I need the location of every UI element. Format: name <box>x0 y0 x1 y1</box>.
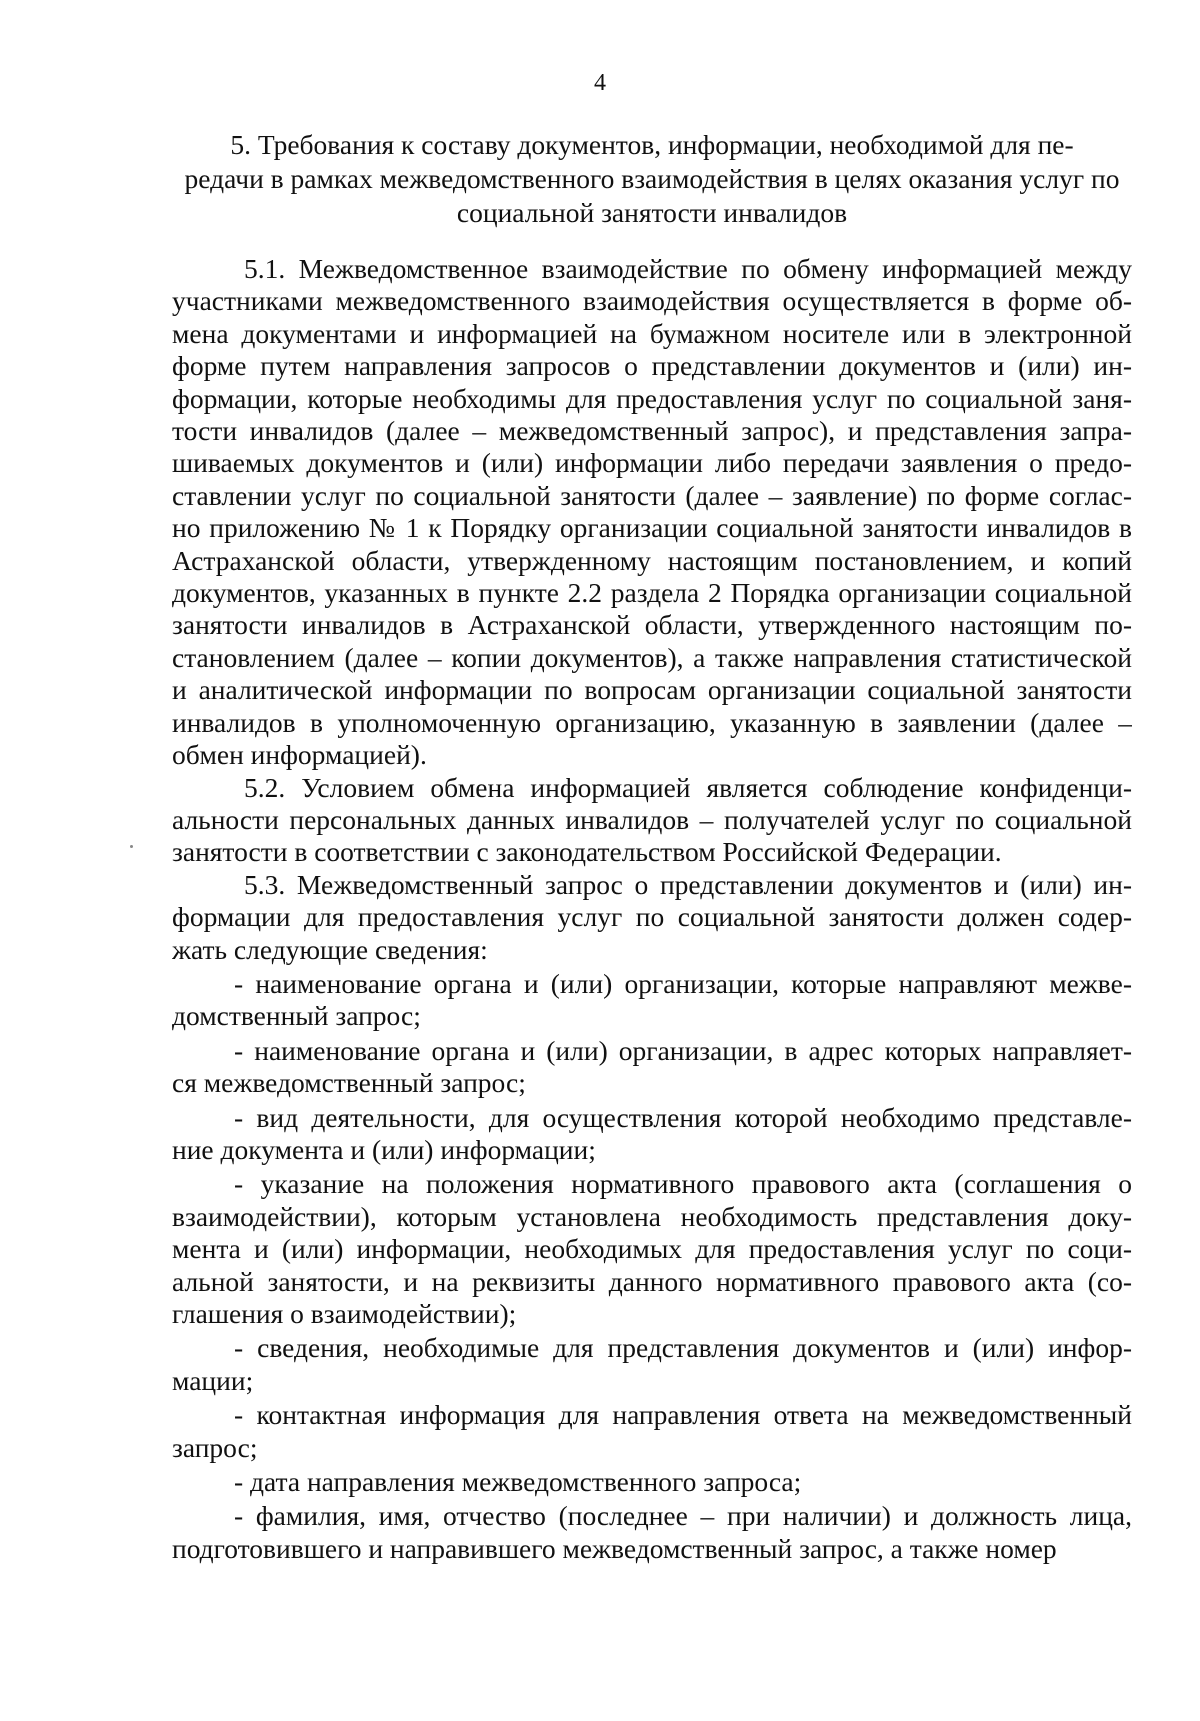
paragraph-line: документов, указанных в пункте 2.2 раздела 2 Порядка организации социальной <box>172 577 1132 609</box>
paragraph <box>172 869 1132 966</box>
paragraph-line: инвалидов в уполномоченную организацию, указанную в заявлении (далее – <box>172 706 1132 738</box>
paragraph-line: ставлении услуг по социальной занятости (далее – заявление) по форме соглас- <box>172 479 1132 511</box>
list-item <box>172 1399 1132 1464</box>
paragraph-line: шиваемых документов и (или) информации либо передачи заявления о предо- <box>172 447 1132 479</box>
paragraph-line: занятости в соответствии с законодательством Российской Федерации. <box>172 836 1002 868</box>
section-title-line: редачи в рамках межведомственного взаимодействия в целях оказания услуг по <box>184 163 1120 194</box>
page-number: 4 <box>594 70 606 96</box>
paragraph-line: форме путем направления запросов о представлении документов и (или) ин- <box>172 350 1132 382</box>
scan-artifact <box>130 845 133 848</box>
list-item-line: - вид деятельности, для осуществления которой необходимо представле- <box>234 1101 1132 1133</box>
paragraph-line: и аналитической информации по вопросам организации социальной занятости <box>172 674 1132 706</box>
paragraph-line: 5.3. Межведомственный запрос о представлении документов и (или) ин- <box>244 868 1132 900</box>
paragraph-line: обмен информацией). <box>172 739 427 771</box>
paragraph-line: формации для предоставления услуг по социальной занятости должен содер- <box>172 901 1132 933</box>
list-item-line: мации; <box>172 1364 254 1396</box>
list-item-line: - указание на положения нормативного правового акта (соглашения о <box>234 1168 1132 1200</box>
list-item <box>172 1332 1132 1397</box>
list-item-line: запрос; <box>172 1431 258 1463</box>
section-title <box>172 128 1132 230</box>
paragraph <box>172 253 1132 772</box>
paragraph <box>172 772 1132 869</box>
paragraph-line: 5.1. Межведомственное взаимодействие по обмену информацией между <box>244 253 1132 284</box>
paragraph-line: участниками межведомственного взаимодействия осуществляется в форме об- <box>172 285 1132 317</box>
section-title-line: социальной занятости инвалидов <box>456 197 848 228</box>
list-item-line: - сведения, необходимые для представления документов и (или) инфор- <box>234 1332 1132 1364</box>
paragraph-line: становлением (далее – копии документов), а также направления статистической <box>172 641 1132 673</box>
list-item <box>172 1102 1132 1167</box>
list-item <box>172 968 1132 1033</box>
list-item-line: - контактная информация для направления ответа на межведомственный <box>234 1399 1132 1431</box>
paragraph-line: тости инвалидов (далее – межведомственный запрос), и представления запра- <box>172 415 1132 447</box>
paragraph-line: 5.2. Условием обмена информацией является соблюдение конфиденци- <box>244 771 1132 803</box>
list-item-line: мента и (или) информации, необходимых для предоставления услуг по соци- <box>172 1233 1132 1265</box>
list-item-line: домственный запрос; <box>172 1000 421 1032</box>
paragraph-line: занятости инвалидов в Астраханской области, утвержденного настоящим по- <box>172 609 1132 641</box>
list-item-line: - дата направления межведомственного запроса; <box>234 1466 802 1498</box>
list-item <box>172 1500 1132 1565</box>
list-item-line: взаимодействии), которым установлена необходимость представления доку- <box>172 1200 1132 1232</box>
list-item-line: ние документа и (или) информации; <box>172 1133 596 1165</box>
list-item-line: ся межведомственный запрос; <box>172 1067 526 1099</box>
paragraph-line: Астраханской области, утвержденному настоящим постановлением, и копий <box>172 544 1132 576</box>
list-item-line: альной занятости, и на реквизиты данного нормативного правового акта (со- <box>172 1265 1132 1297</box>
list-item <box>172 1466 1132 1498</box>
document-body <box>172 253 1132 1565</box>
paragraph-line: формации, которые необходимы для предоставления услуг по социальной заня- <box>172 382 1132 414</box>
list-item-line: - наименование органа и (или) организации, которые направляют межве- <box>234 967 1132 999</box>
paragraph-line: жать следующие сведения: <box>172 933 488 965</box>
list-item-line: глашения о взаимодействии); <box>172 1298 517 1329</box>
list-item <box>172 1168 1132 1330</box>
paragraph-line: альности персональных данных инвалидов – получателей услуг по социальной <box>172 803 1132 835</box>
paragraph-line: но приложению № 1 к Порядку организации социальной занятости инвалидов в <box>172 512 1132 544</box>
paragraph-line: мена документами и информацией на бумажном носителе или в электронной <box>172 317 1132 349</box>
list-item-line: подготовившего и направившего межведомственный запрос, а также номер <box>172 1532 1057 1564</box>
list-item-line: - наименование органа и (или) организации, в адрес которых направляет- <box>234 1034 1132 1066</box>
list-item-line: - фамилия, имя, отчество (последнее – при наличии) и должность лица, <box>234 1500 1132 1532</box>
list-item <box>172 1035 1132 1100</box>
section-title-line: 5. Требования к составу документов, информации, необходимой для пе- <box>230 129 1074 160</box>
